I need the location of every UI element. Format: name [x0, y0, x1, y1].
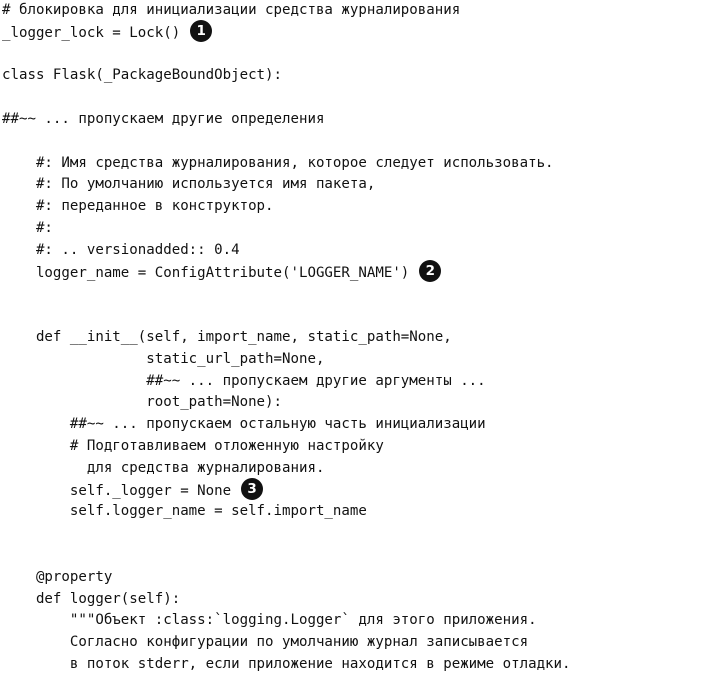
callout-marker: 1	[190, 20, 212, 42]
code-line-text: logger_name = ConfigAttribute('LOGGER_NAME')	[2, 264, 410, 281]
code-line	[2, 458, 719, 480]
code-line	[2, 545, 719, 567]
code-line	[2, 480, 719, 502]
code-line-text: self.logger_name = self.import_name	[2, 503, 367, 520]
code-line-text: #: Имя средства журналирования, которое следует использовать.	[2, 154, 554, 171]
code-line-text: def __init__(self, import_name, static_path=None,	[2, 328, 452, 345]
code-line-text: ##~~ ... пропускаем другие аргументы ...	[2, 372, 486, 389]
code-line	[2, 371, 719, 393]
code-line	[2, 501, 719, 523]
code-line	[2, 414, 719, 436]
code-line-text: #:	[2, 219, 53, 236]
code-line	[2, 22, 719, 44]
code-line-text: #: .. versionadded:: 0.4	[2, 241, 240, 258]
code-line-text: """Объект :class:`logging.Logger` для этого приложения.	[2, 612, 537, 629]
callout-marker: 2	[419, 260, 441, 282]
code-line-text: _logger_lock = Lock()	[2, 24, 181, 41]
code-line	[2, 654, 719, 676]
code-line	[2, 65, 719, 87]
code-line	[2, 327, 719, 349]
code-line-text: root_path=None):	[2, 394, 283, 411]
code-line-text: #: По умолчанию используется имя пакета,	[2, 176, 376, 193]
code-line-text: ##~~ ... пропускаем остальную часть инициализации	[2, 416, 486, 433]
code-line-text: #: переданное в конструктор.	[2, 198, 274, 215]
code-line	[2, 523, 719, 545]
code-line	[2, 44, 719, 66]
code-line-text: class Flask(_PackageBoundObject):	[2, 67, 283, 84]
code-line-text: # Подготавливаем отложенную настройку	[2, 437, 384, 454]
code-line	[2, 240, 719, 262]
code-line	[2, 567, 719, 589]
code-line-text: в поток stderr, если приложение находится в режиме отладки.	[2, 655, 571, 672]
code-line	[2, 632, 719, 654]
code-line	[2, 196, 719, 218]
code-line-text: ##~~ ... пропускаем другие определения	[2, 110, 325, 127]
code-line	[2, 392, 719, 414]
code-line	[2, 262, 719, 284]
code-line	[2, 283, 719, 305]
code-line	[2, 218, 719, 240]
code-line	[2, 436, 719, 458]
code-line	[2, 174, 719, 196]
code-listing	[2, 0, 719, 676]
code-line-text: для средства журналирования.	[2, 459, 325, 476]
code-line	[2, 349, 719, 371]
code-line	[2, 305, 719, 327]
code-line-text: # блокировка для инициализации средства журналирования	[2, 2, 461, 18]
code-line	[2, 131, 719, 153]
code-line	[2, 610, 719, 632]
code-line-text: self._logger = None	[2, 482, 232, 499]
code-line	[2, 87, 719, 109]
code-line	[2, 109, 719, 131]
code-line	[2, 153, 719, 175]
code-line-text: Согласно конфигурации по умолчанию журнал записывается	[2, 634, 529, 651]
code-line	[2, 0, 719, 22]
code-line-text: static_url_path=None,	[2, 350, 325, 367]
code-line	[2, 589, 719, 611]
code-line-text: @property	[2, 568, 113, 585]
code-line-text: def logger(self):	[2, 590, 181, 607]
callout-marker: 3	[241, 478, 263, 500]
